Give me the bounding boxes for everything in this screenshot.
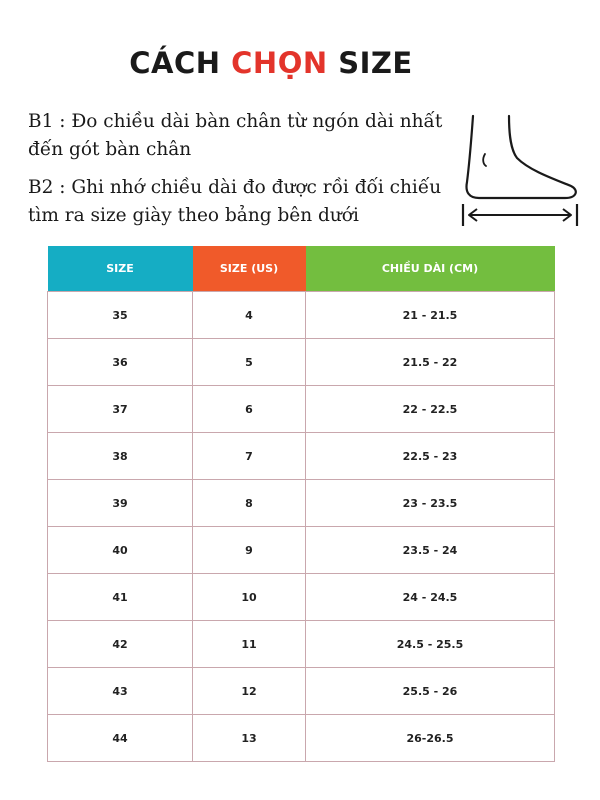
title-accent: CHỌN (231, 46, 328, 80)
cell-size-us: 6 (193, 386, 306, 433)
cell-length: 24.5 - 25.5 (306, 621, 555, 668)
cell-size: 42 (48, 621, 193, 668)
step-1-text: B1 : Đo chiều dài bàn chân từ ngón dài nhất đến gót bàn chân (28, 111, 443, 160)
header-size: SIZE (48, 246, 193, 292)
table-row (48, 574, 555, 621)
header-size-us: SIZE (US) (193, 246, 306, 292)
page-title (0, 46, 542, 80)
table-row (48, 621, 555, 668)
cell-size: 37 (48, 386, 193, 433)
cell-size-us: 12 (193, 668, 306, 715)
cell-length: 22 - 22.5 (306, 386, 555, 433)
table-row (48, 715, 555, 762)
cell-length: 25.5 - 26 (306, 668, 555, 715)
cell-length: 23.5 - 24 (306, 527, 555, 574)
table-row (48, 668, 555, 715)
cell-size: 44 (48, 715, 193, 762)
cell-size-us: 10 (193, 574, 306, 621)
title-part-3: SIZE (327, 46, 413, 80)
step-2-text: B2 : Ghi nhớ chiều dài đo được rồi đối chiếu tìm ra size giày theo bảng bên dưới (28, 177, 442, 226)
cell-length: 26-26.5 (306, 715, 555, 762)
table-row (48, 386, 555, 433)
header-length-cm: CHIỀU DÀI (CM) (306, 246, 555, 292)
cell-length: 21.5 - 22 (306, 339, 555, 386)
size-table (47, 246, 555, 762)
table-header-row (48, 246, 555, 292)
cell-size: 39 (48, 480, 193, 527)
foot-measure-icon (455, 106, 585, 231)
cell-size-us: 11 (193, 621, 306, 668)
cell-size-us: 13 (193, 715, 306, 762)
table-row (48, 292, 555, 339)
cell-length: 23 - 23.5 (306, 480, 555, 527)
table-row (48, 527, 555, 574)
cell-size: 38 (48, 433, 193, 480)
table-row (48, 480, 555, 527)
cell-size-us: 5 (193, 339, 306, 386)
cell-size-us: 7 (193, 433, 306, 480)
cell-size-us: 9 (193, 527, 306, 574)
cell-size: 35 (48, 292, 193, 339)
cell-size: 43 (48, 668, 193, 715)
cell-size: 36 (48, 339, 193, 386)
title-part-1: CÁCH (129, 46, 232, 80)
cell-size: 41 (48, 574, 193, 621)
table-row (48, 433, 555, 480)
table-row (48, 339, 555, 386)
cell-length: 24 - 24.5 (306, 574, 555, 621)
cell-size-us: 8 (193, 480, 306, 527)
cell-length: 21 - 21.5 (306, 292, 555, 339)
cell-size-us: 4 (193, 292, 306, 339)
cell-size: 40 (48, 527, 193, 574)
cell-length: 22.5 - 23 (306, 433, 555, 480)
